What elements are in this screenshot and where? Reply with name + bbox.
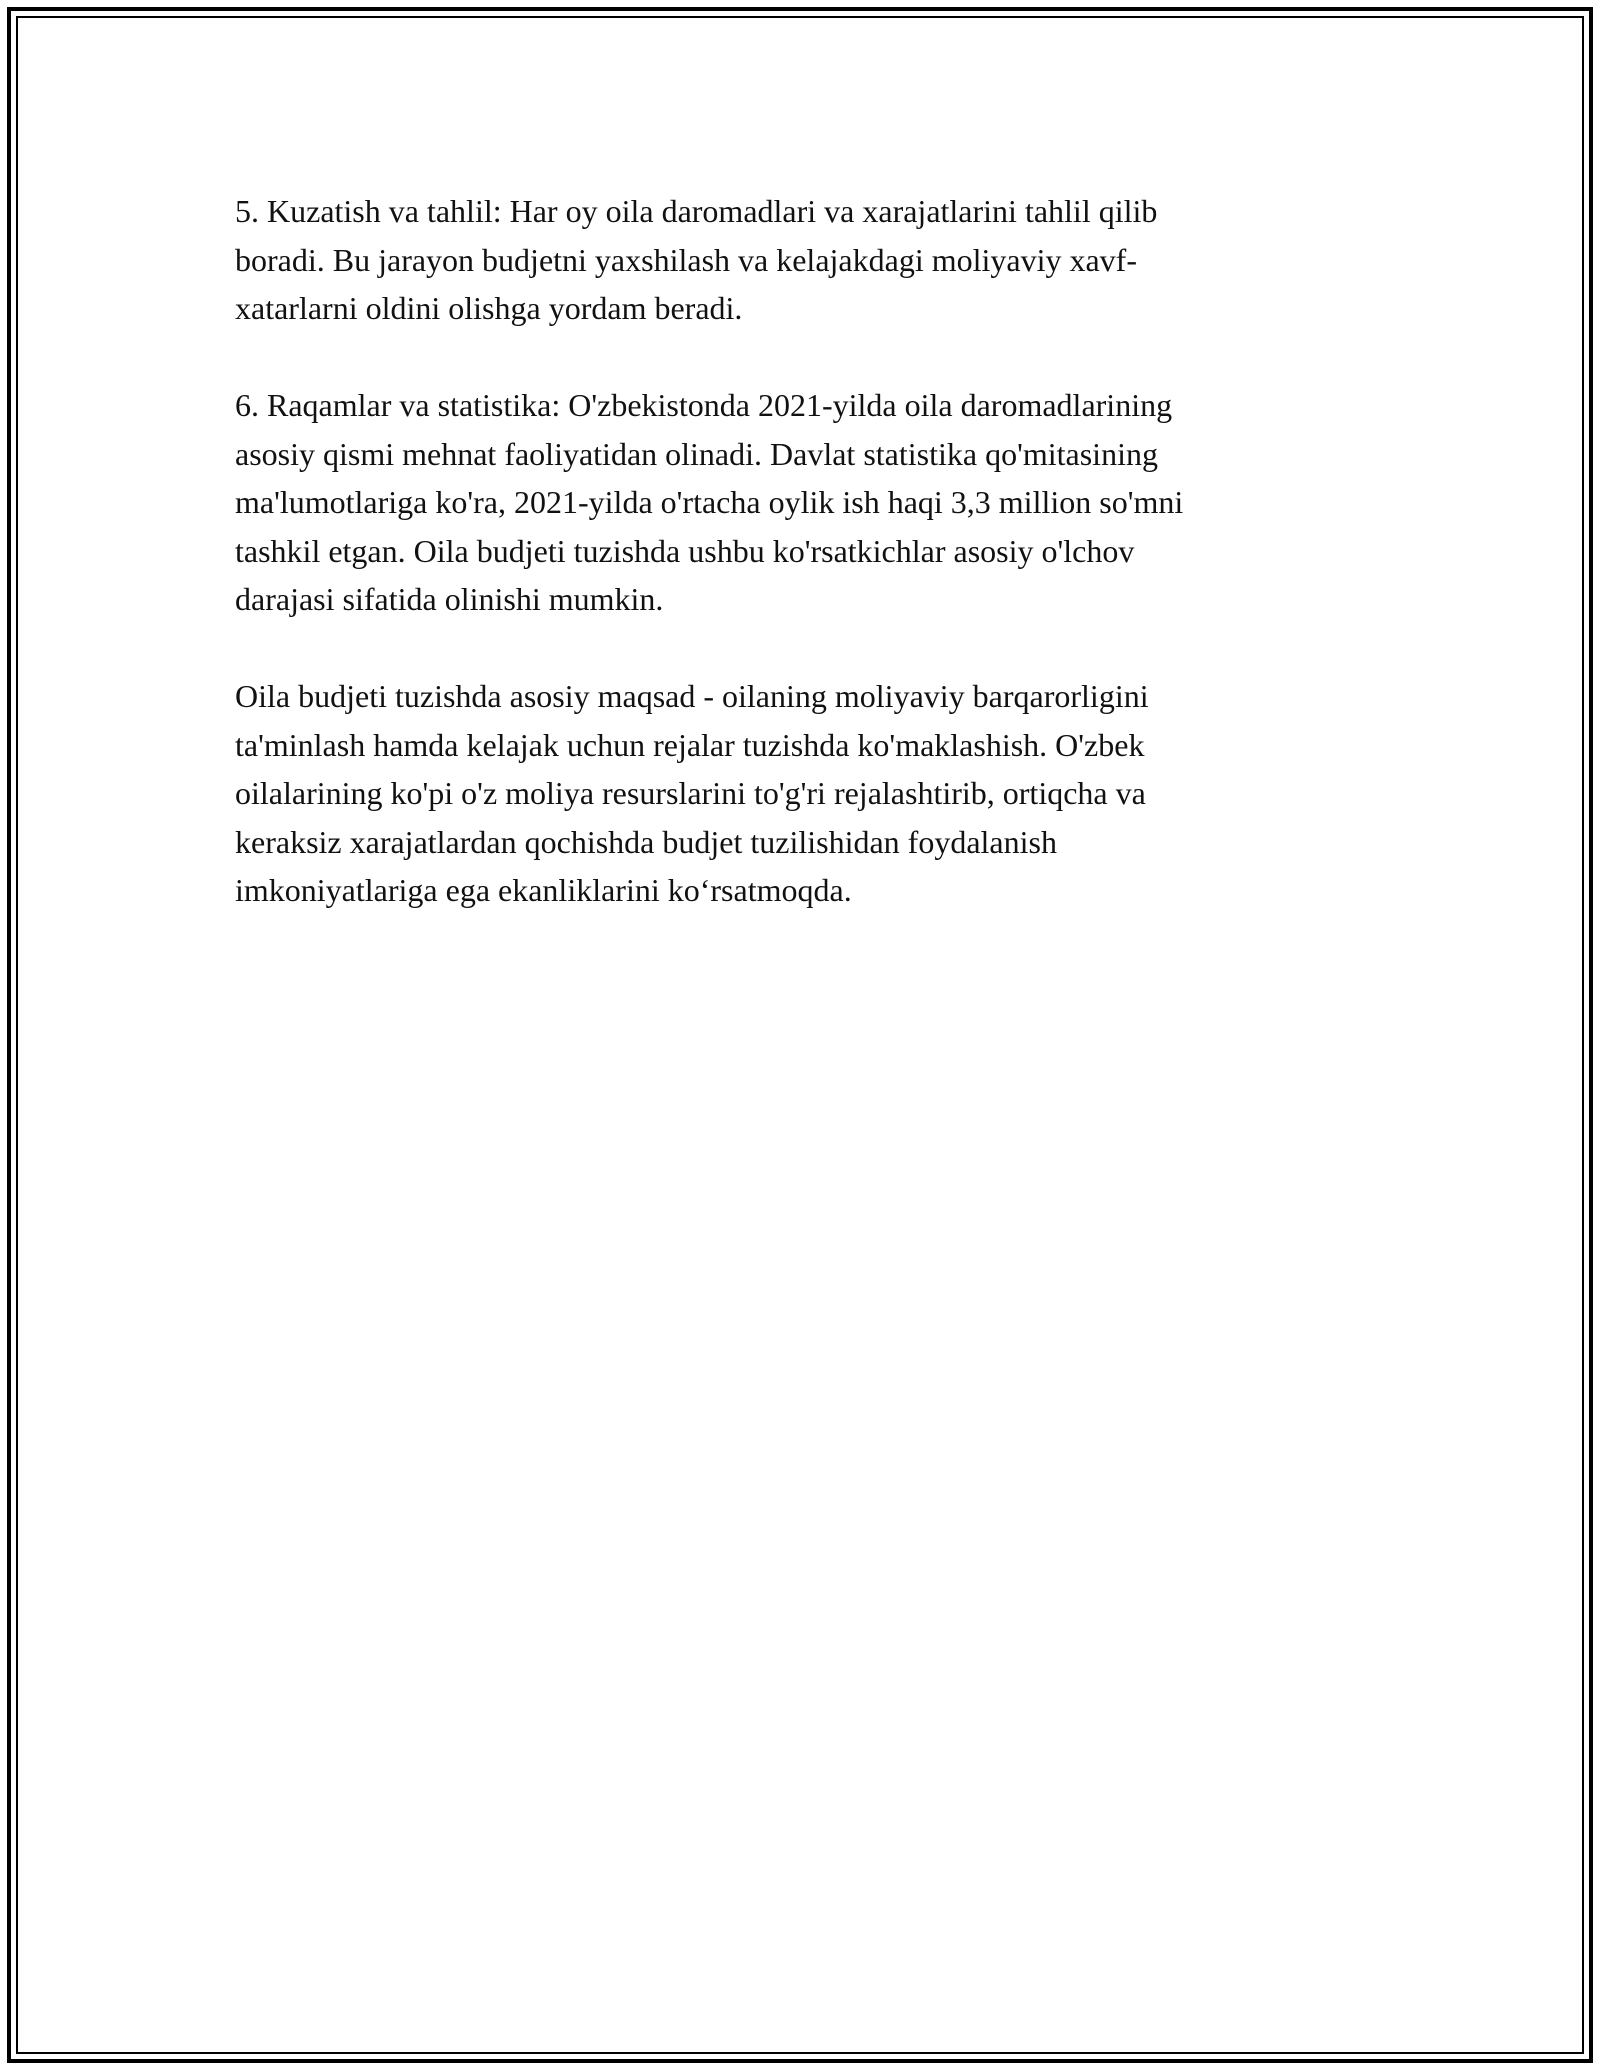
paragraph-numbers-statistics: 6. Raqamlar va statistika: O'zbekistonda 2021-yilda oila daromadlarining asosiy qismi mehnat faoliyatidan olinadi. Davlat statistika qo'mitasining ma'lumotlariga ko'ra, 2021-yilda o'rtacha oylik ish haqi 3,3 million so'mni tashkil etgan. Oila budjeti tuzishda ushbu ko'rsatkichlar asosiy o'lchov darajasi sifatida olinishi mumkin. bbox=[235, 387, 1184, 617]
paragraph-monitoring-analysis: 5. Kuzatish va tahlil: Har oy oila daromadlari va xarajatlarini tahlil qilib boradi. Bu jarayon budjetni yaxshilash va kelajakdagi moliyaviy xavf- xatarlarni oldini olishga yordam beradi. bbox=[235, 193, 1158, 326]
document-body bbox=[235, 187, 1375, 963]
paragraph-conclusion: Oila budjeti tuzishda asosiy maqsad - oilaning moliyaviy barqarorligini ta'minlash hamda kelajak uchun rejalar tuzishda ko'maklashish. O'zbek oilalarining ko'pi o'z moliya resurslarini to'g'ri rejalashtirib, ortiqcha va keraksiz xarajatlardan qochishda budjet tuzilishidan foydalanish imkoniyatlariga ega ekanliklarini ko‘rsatmoqda. bbox=[235, 678, 1149, 908]
